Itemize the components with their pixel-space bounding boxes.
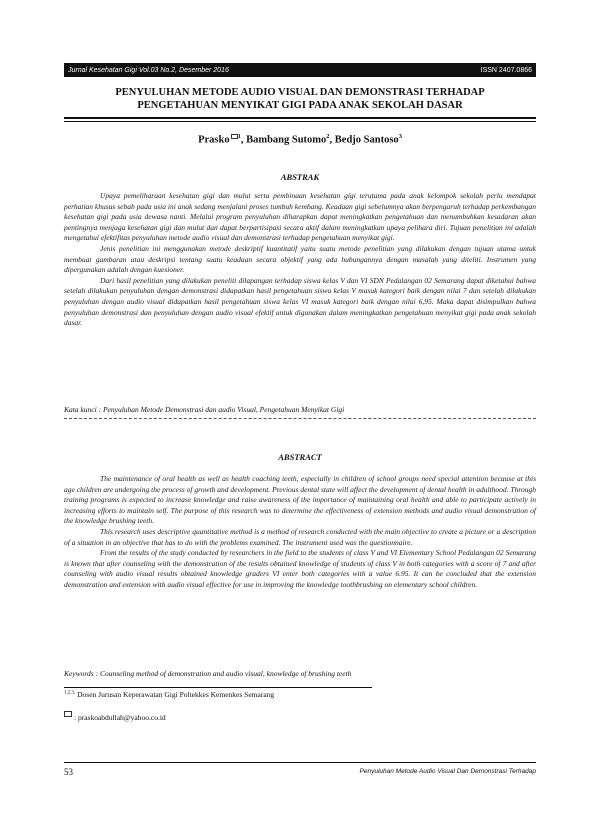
abstrak-body bbox=[64, 191, 536, 329]
footer-rule bbox=[64, 762, 536, 763]
footnote-rule bbox=[64, 687, 372, 688]
mail-icon bbox=[64, 711, 72, 717]
title-rule-thin bbox=[64, 121, 536, 122]
abstract-body bbox=[64, 474, 536, 591]
footnote-email bbox=[64, 713, 166, 722]
separator-dashed bbox=[64, 418, 536, 419]
running-title: Penyuluhan Metode Audio Visual Dan Demonstrasi Terhadap bbox=[359, 768, 536, 775]
title-rule bbox=[64, 117, 536, 119]
page-number: 53 bbox=[64, 767, 73, 777]
issn: ISSN 2407.0866 bbox=[480, 66, 532, 74]
email-address[interactable]: : praskoabdullah@yahoo.co.id bbox=[74, 713, 166, 722]
author-list: Prasko $^1$, Bambang Sutomo$^2$, Bedjo Santoso$^3$ bbox=[198, 133, 402, 146]
title-line-1: PENYULUHAN METODE AUDIO VISUAL DAN DEMONSTRASI TERHADAP bbox=[115, 87, 485, 98]
footnote-affiliation bbox=[64, 690, 274, 699]
journal-header-bar bbox=[64, 63, 536, 77]
abstrak-paragraph: Dari hasil penelitian yang dilakukan peneliti dilapangan terhadap siswa kelas V dan VI SDN Pedalangan 02 Semarang dapat diketahui bahwa setelah dilakukan penyuluhan dengan demonstrasi didapatkan hasil pengetahuan siswa kelas V masuk kategori baik dengan nilai 7 dan setelah dilakukan penyuluhan dengan audio visual didapatkan hasil pengetahuan siswa kelas VI masuk kategori baik dengan nilai 6,95. Maka dapat disimpulkan bahwa penyuluhan demonstrasi dan penyuluhan dengan audio visual efektif untuk digunakan dalam meningkatkan pengetahuan menyikat gigi pada anak sekolah dasar. bbox=[64, 275, 536, 328]
abstract-paragraph: The maintenance of oral health as well as health coaching teeth, especially in children of school groups need special attention because at this age children are undergoing the process of growth and development. Previous dental state will affect the development of dental health in adulthood. Through training programs is expected to increase knowledge and raise awareness of the importance of maintaining oral health and able to participate actively in increasing efforts to maintain self. The purpose of this research was to determine the effectiveness of extension methods and audio visual demonstration of the knowledge brushing teeth. bbox=[64, 474, 536, 526]
affiliation-text: Dosen Jurusan Keperawatan Gigi Poltekkes Kemenkes Semarang bbox=[77, 690, 275, 699]
abstract-heading: ABSTRACT bbox=[278, 452, 322, 462]
abstract-paragraph: From the results of the study conducted by researchers in the field to the students of class V and VI Elementary School Pedalangan 02 Semarang is known that after counseling with the demonstration of the results obtained knowledge of students of class V in both categories with a score of 7 and after counseling with audio visual results obtained knowledge graders VI enter both categories with a value 6.95. It can be concluded that the extension demonstration and extension with audio visual effective for use in improving the knowledge toothbrushing on elementary school children. bbox=[64, 548, 536, 589]
author-2-affil: 2 bbox=[326, 133, 330, 140]
author-1: Prasko bbox=[198, 134, 230, 146]
author-3-affil: 3 bbox=[398, 133, 402, 140]
author-3: Bedjo Santoso bbox=[334, 134, 399, 146]
title-line-2: PENGETAHUAN MENYIKAT GIGI PADA ANAK SEKOLAH DASAR bbox=[137, 100, 463, 111]
abstrak-heading: ABSTRAK bbox=[280, 172, 320, 182]
abstrak-paragraph: Upaya pemeliharaan kesehatan gigi dan mulut serta pembinaan kesehatan gigi terutama pada anak kelompok sekolah perlu mendapat perhatian khusus sebab pada usia ini anak sedang menjalani proses tumbuh kembang. Keadaan gigi sebelumnya akan berpengaruh terhadap perkembangan kesehatan gigi pada usia dewasa nanti. Melalui program penyuluhan diharapkan dapat meningkatkan pengetahuan dan menumbuhkan kesadaran akan pentingnya menjaga kesehatan gigi dan mulut dan dapat berpartisipasi secara aktif dalam meningkatkan upaya pelihara diri. Tujuan penelitian ini adalah mengetahui efektifitas penyuluhan metode audio visual dan demonstrasi terhadap pengetahuan menyikat gigi. bbox=[64, 191, 536, 243]
abstract-paragraph: This research uses descriptive quantitative method is a method of research conducted with the main objective to create a picture or a description of a situation in an objective that has to do with the problems examined. The instrument used was the questionnaire. bbox=[64, 526, 536, 547]
kata-kunci: Kata kunci : Penyuluhan Metode Demonstrasi dan audio Visual, Pengetahuan Menyikat Gigi bbox=[64, 405, 345, 414]
journal-citation: Jurnal Kesehatan Gigi Vol.03 No.2, Desember 2016 bbox=[68, 66, 229, 74]
author-1-affil: 1 bbox=[237, 133, 241, 140]
paper-title bbox=[64, 86, 536, 112]
mail-icon bbox=[231, 134, 238, 139]
affiliation-marks: 1,2,3, bbox=[64, 690, 76, 696]
abstrak-paragraph: Jenis penelitian ini menggunakan metode deskriptif kuantitatif yaitu suatu metode penelitian yang dilakukan dengan tujuan utama untuk membuat gambaran atau deskripsi tentang suatu keadaan secara objektif yang ada hubungannya dengan masalah yang diteliti. Instrumen yang dipergunakan adalah dengan kuesioner. bbox=[64, 243, 536, 275]
keywords: Keywords : Counseling method of demonstration and audio visual, knowledge of brushing teeth bbox=[64, 669, 352, 678]
author-2: Bambang Sutomo bbox=[246, 134, 327, 146]
